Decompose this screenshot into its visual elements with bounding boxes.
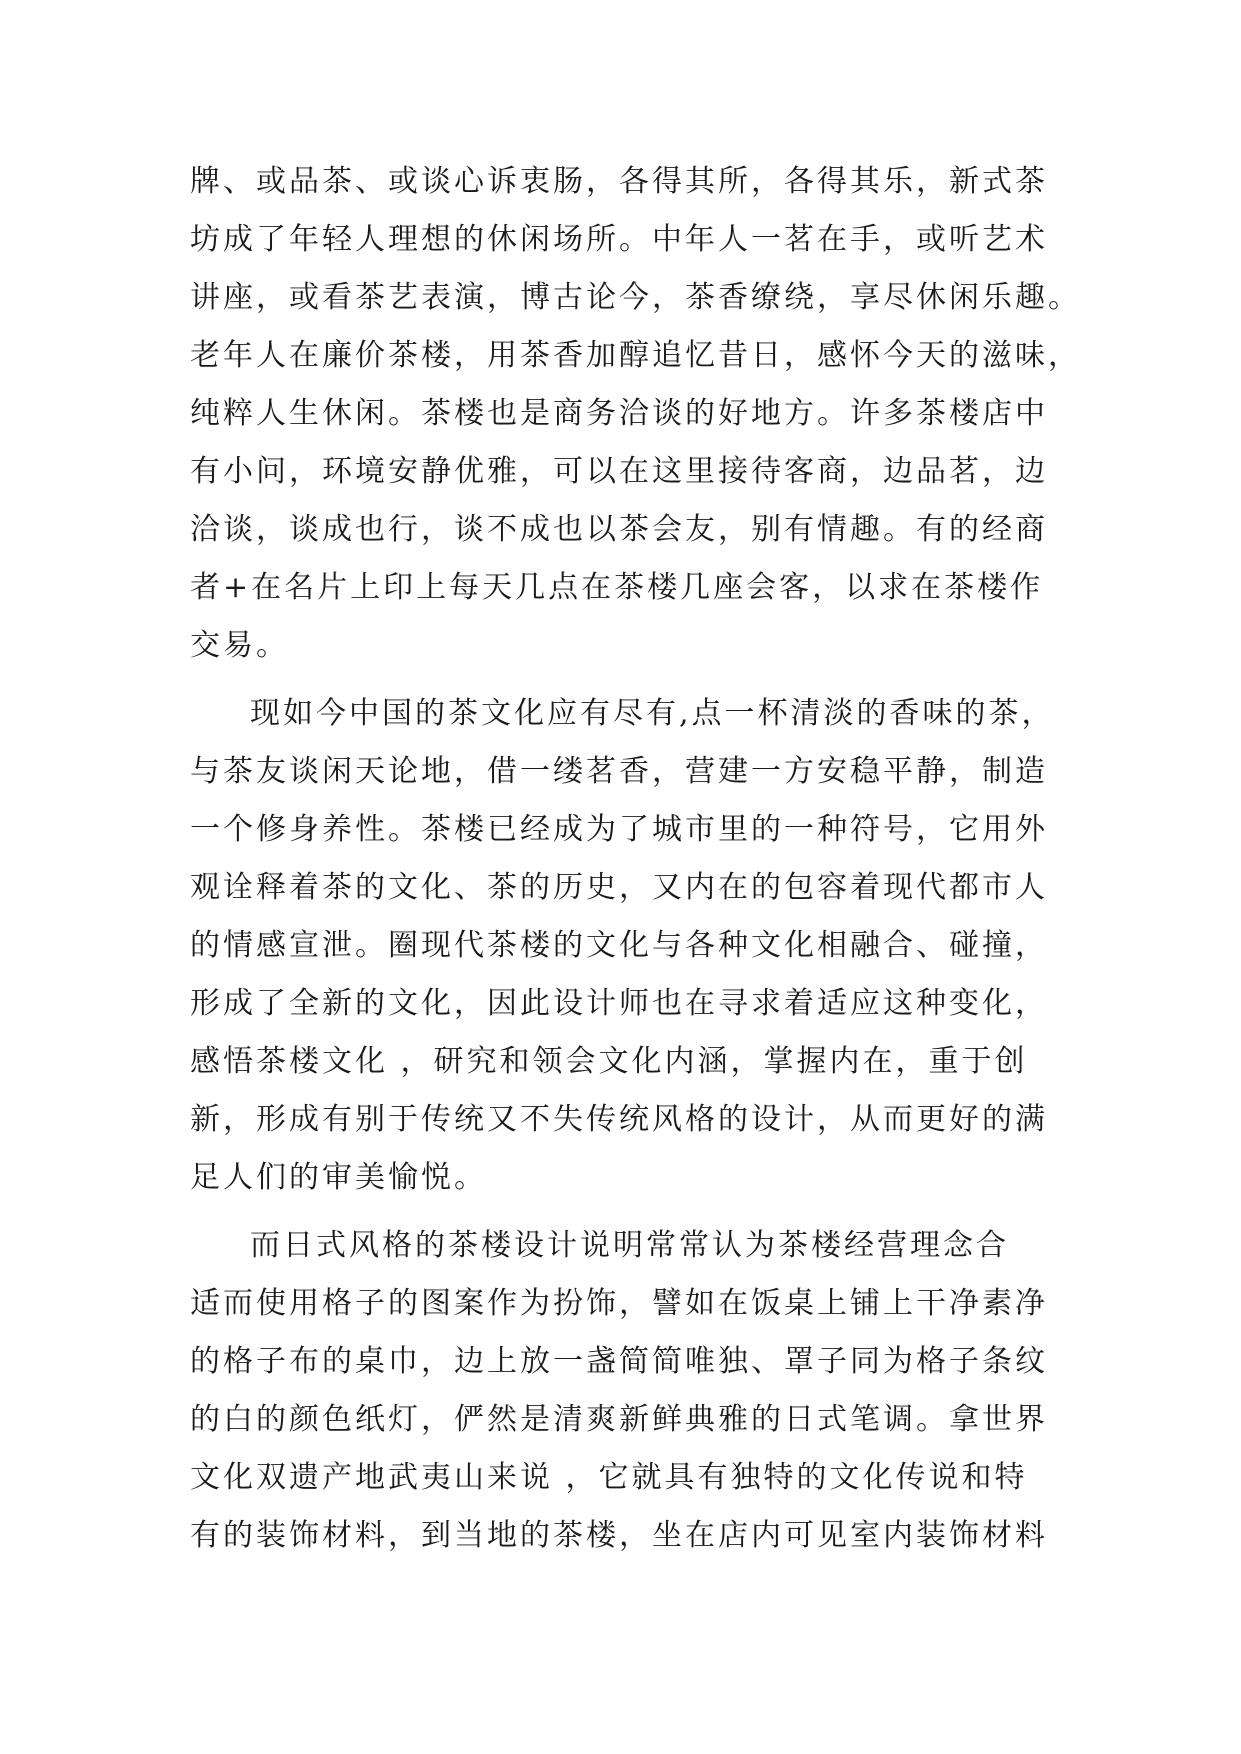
text-line: 者+在名片上印上每天几点在茶楼几座会客，以求在茶楼作 xyxy=(190,570,1044,605)
text-line: 观诠释着茶的文化、茶的历史，又内在的包容着现代都市人 xyxy=(190,870,1048,905)
text-line: 讲座，或看茶艺表演，博古论今，茶香缭绕，享尽休闲乐趣。 xyxy=(190,280,1081,315)
text-line: 感悟茶楼文化 ，研究和领会文化内涵，掌握内在，重于创 xyxy=(190,1044,1028,1079)
text-line: 足人们的审美愉悦。 xyxy=(190,1160,487,1195)
text-line: 有的装饰材料，到当地的茶楼，坐在店内可见室内装饰材料 xyxy=(190,1518,1048,1553)
text-line: 的格子布的桌巾，边上放一盏简简唯独、罩子同为格子条纹 xyxy=(190,1344,1048,1379)
text-line: 与茶友谈闲天论地，借一缕茗香，营建一方安稳平静，制造 xyxy=(190,754,1048,789)
text-line: 的情感宣泄。圈现代茶楼的文化与各种文化相融合、碰撞， xyxy=(190,928,1048,963)
text-line: 新，形成有别于传统又不失传统风格的设计，从而更好的满 xyxy=(190,1102,1048,1137)
text-line: 有小问，环境安静优雅，可以在这里接待客商，边品茗，边 xyxy=(190,454,1048,489)
text-line: 交易。 xyxy=(190,628,289,663)
paragraph-gap xyxy=(190,675,1070,685)
paragraph-first-line: 而日式风格的茶楼设计说明常常认为茶楼经营理念合 xyxy=(250,1228,1009,1263)
text-line: 一个修身养性。茶楼已经成为了城市里的一种符号，它用外 xyxy=(190,812,1048,847)
text-line: 牌、或品茶、或谈心诉衷肠，各得其所，各得其乐，新式茶 xyxy=(190,164,1048,199)
text-line: 老年人在廉价茶楼，用茶香加醇追忆昔日，感怀今天的滋味， xyxy=(190,338,1081,373)
document-body xyxy=(190,153,1081,1565)
text-line: 坊成了年轻人理想的休闲场所。中年人一茗在手，或听艺术 xyxy=(190,222,1048,257)
text-line: 的白的颜色纸灯，俨然是清爽新鲜典雅的日式笔调。拿世界 xyxy=(190,1402,1048,1437)
paragraph-gap xyxy=(190,1207,1070,1217)
text-line: 洽谈，谈成也行，谈不成也以茶会友，别有情趣。有的经商 xyxy=(190,512,1048,547)
text-line: 适而使用格子的图案作为扮饰，譬如在饭桌上铺上干净素净 xyxy=(190,1286,1048,1321)
text-line: 形成了全新的文化，因此设计师也在寻求着适应这种变化， xyxy=(190,986,1048,1021)
text-line: 纯粹人生休闲。茶楼也是商务洽谈的好地方。许多茶楼店中 xyxy=(190,396,1048,431)
text-line: 文化双遗产地武夷山来说 ，它就具有独特的文化传说和特 xyxy=(190,1460,1028,1495)
paragraph-first-line: 现如今中国的茶文化应有尽有,点一杯清淡的香味的茶， xyxy=(250,696,1055,731)
